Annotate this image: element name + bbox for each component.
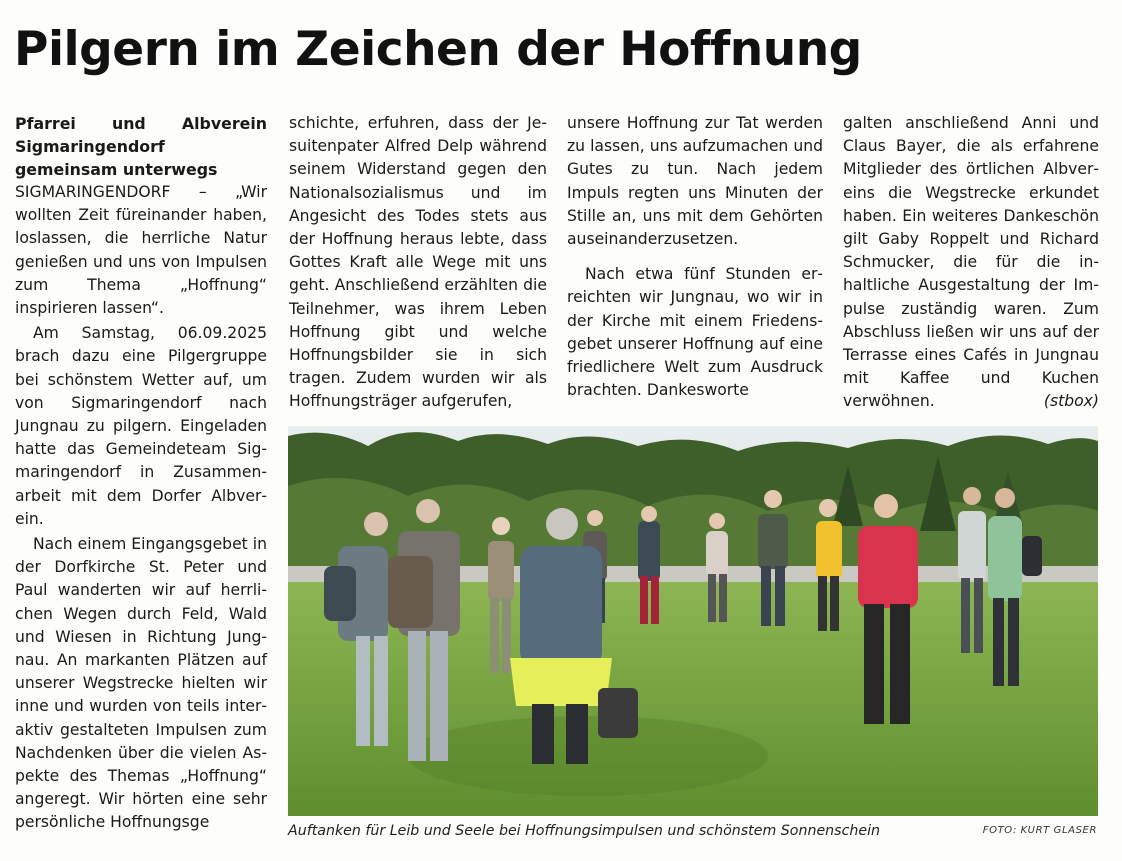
article-paragraph-intro: SIGMARINGENDORF – „Wir wollten Zeit füreinander haben, loslassen, die herrliche Natur genießen und uns von Impulsen zum Thema „Hoffnung“ inspirieren lassen“. — [15, 183, 267, 318]
article-column-4 — [843, 112, 1099, 414]
article-paragraph-text: galten anschließend Anni und Claus Bayer, die als erfahrene Mitglieder des örtlichen Albvereins die Wegstrecke erkundet haben. Ein weiteres Dankeschön gilt Gaby Roppelt und Richard Schmucker, die für die inhaltliche Ausgestaltung der Impulse zuständig waren. Zum Abschluss ließen wir uns auf der Terrasse eines Cafés in Jungnau mit Kaffee und Kuchen verwöhnen. — [843, 114, 1099, 411]
article-paragraph: Nach etwa fünf Stunden erreichten wir Jungnau, wo wir in der Kirche mit einem Friedensgebet unserer Hoffnung auf eine friedlichere Welt zum Ausdruck brachten. Dankesworte — [567, 265, 823, 400]
article-headline: Pilgern im Zeichen der Hoffnung — [14, 22, 862, 77]
article-column-1 — [15, 112, 267, 835]
article-paragraph — [843, 112, 1099, 414]
article-photo — [288, 426, 1098, 816]
article-paragraph: schichte, erfuhren, dass der Jesuitenpater Alfred Delp während seinem Widerstand gegen den Nationalsozialismus und im Angesicht des Todes stets aus der Hoffnung heraus lebte, dass Gottes Kraft alle Wege mit uns geht. Anschließend erzählten die Teilnehmer, was ihrem Leben Hoffnung gibt und welche Hoffnungsbilder sie in sich tragen. Zudem wurden wir als Hoffnungsträger aufgerufen, — [289, 114, 547, 411]
pilgrim-group-photo — [288, 426, 1098, 816]
article-column-3 — [567, 112, 823, 402]
author-signature: (stbox) — [1043, 392, 1099, 411]
photo-credit: FOTO: KURT GLASER — [982, 825, 1097, 836]
article-subheadline: Pfarrei und Albverein Sigmaringendorf gemeinsam unterwegs — [15, 114, 267, 179]
article-paragraph: Am Samstag, 06.09.2025 brach dazu eine Pilgergruppe bei schönstem Wetter auf, um von Sigmaringendorf nach Jungnau zu pilgern. Eingeladen hatte das Gemeindeteam Sigmaringendorf in Zusammenarbeit mit dem Dorfer Albverein. — [15, 324, 267, 528]
article-paragraph: Nach einem Eingangsgebet in der Dorfkirche St. Peter und Paul wanderten wir auf herrlichen Wegen durch Feld, Wald und Wiesen in Richtung Jungnau. An markanten Plätzen auf unserer Wegstrecke hielten wir inne und wurden von teils interaktiv gestalteten Impulsen zum Nachdenken über die vielen Aspekte des Themas „Hoffnung“ angeregt. Wir hörten eine sehr persönliche Hoffnungsge — [15, 535, 267, 832]
photo-caption: Auftanken für Leib und Seele bei Hoffnungsimpulsen und schönstem Sonnenschein — [288, 823, 881, 839]
article-paragraph: unsere Hoffnung zur Tat werden zu lassen, uns aufzumachen und Gutes zu tun. Nach jedem Impuls regten uns Minuten der Stille an, uns mit dem Gehörten auseinanderzusetzen. — [567, 114, 823, 249]
article-column-2 — [289, 112, 547, 414]
